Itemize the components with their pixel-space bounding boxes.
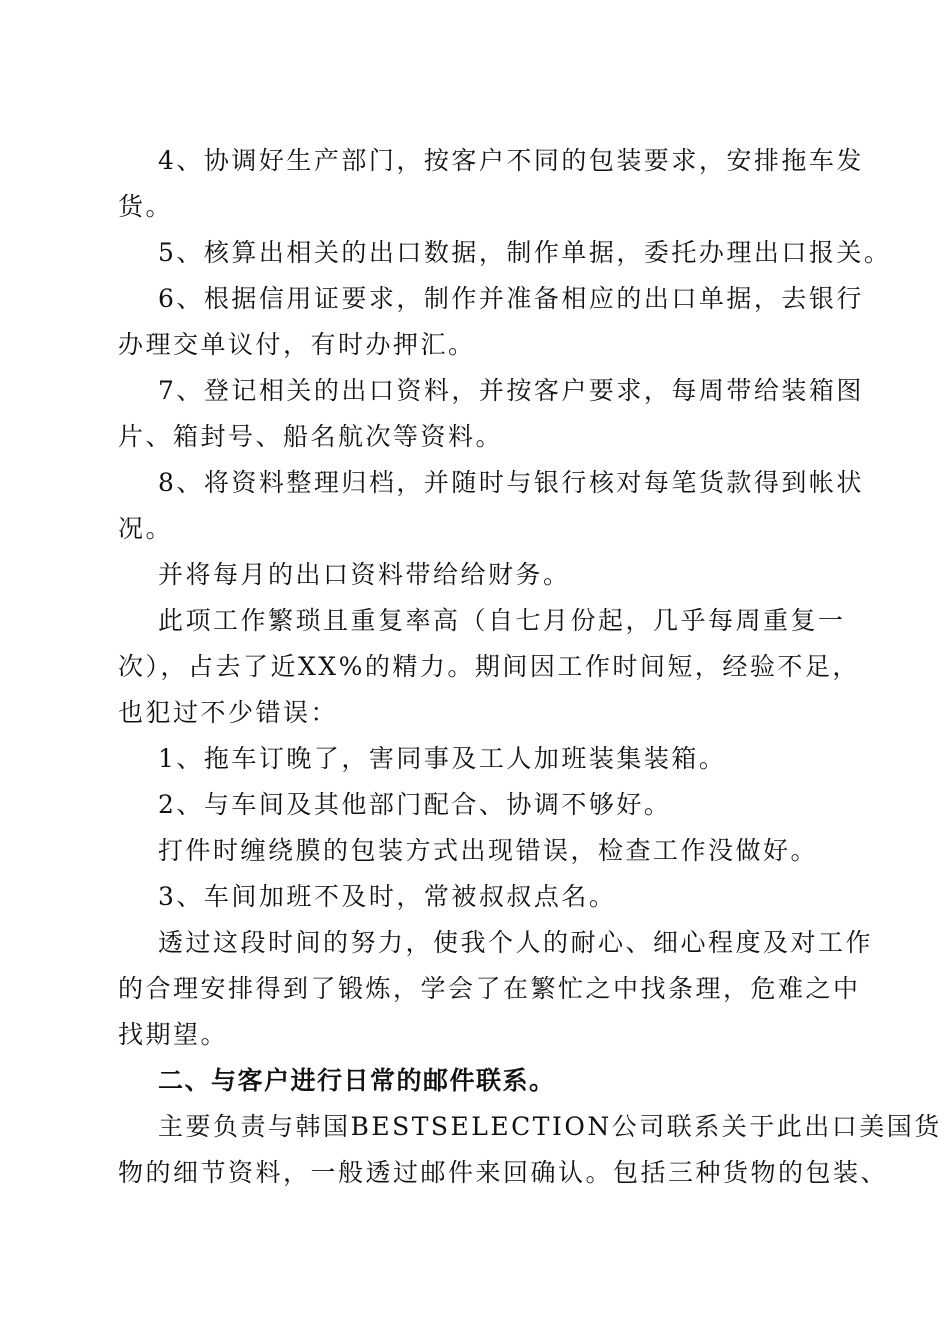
text-line: 物的细节资料，一般透过邮件来回确认。包括三种货物的包装、 (118, 1158, 889, 1187)
text-line: 2、与车间及其他部门配合、协调不够好。 (158, 790, 672, 819)
text-line: 透过这段时间的努力，使我个人的耐心、细心程度及对工作 (158, 928, 874, 957)
text-line: 并将每月的出口资料带给给财务。 (158, 560, 571, 589)
text-line: 也犯过不少错误： (118, 698, 339, 727)
document-body (118, 138, 942, 1196)
text-line: 找期望。 (118, 1020, 229, 1049)
text-line: 5、核算出相关的出口数据，制作单据，委托办理出口报关。 (158, 238, 892, 267)
text-line: 办理交单议付，有时办押汇。 (118, 330, 476, 359)
text-line: 1、拖车订晚了，害同事及工人加班装集装箱。 (158, 744, 727, 773)
text-line: 打件时缠绕膜的包装方式出现错误，检查工作没做好。 (158, 836, 819, 865)
text-line: 8、将资料整理归档，并随时与银行核对每笔货款得到帐状 (158, 468, 864, 497)
text-line: 此项工作繁琐且重复率高（自七月份起，几乎每周重复一 (158, 606, 846, 635)
text-line: 次），占去了近XX%的精力。期间因工作时间短，经验不足， (118, 652, 860, 681)
text-line: 6、根据信用证要求，制作并准备相应的出口单据，去银行 (158, 284, 864, 313)
text-line: 片、箱封号、船名航次等资料。 (118, 422, 504, 451)
text-line: 况。 (118, 514, 174, 543)
text-line: 4、协调好生产部门，按客户不同的包装要求，安排拖车发 (158, 146, 864, 175)
text-line: 主要负责与韩国BESTSELECTION公司联系关于此出口美国货 (158, 1112, 942, 1141)
text-line: 的合理安排得到了锻炼，学会了在繁忙之中找条理，危难之中 (118, 974, 861, 1003)
text-line: 3、车间加班不及时，常被叔叔点名。 (158, 882, 617, 911)
text-line: 7、登记相关的出口资料，并按客户要求，每周带给装箱图 (158, 376, 864, 405)
text-line: 货。 (118, 192, 174, 221)
section-heading: 二、与客户进行日常的邮件联系。 (158, 1066, 556, 1095)
